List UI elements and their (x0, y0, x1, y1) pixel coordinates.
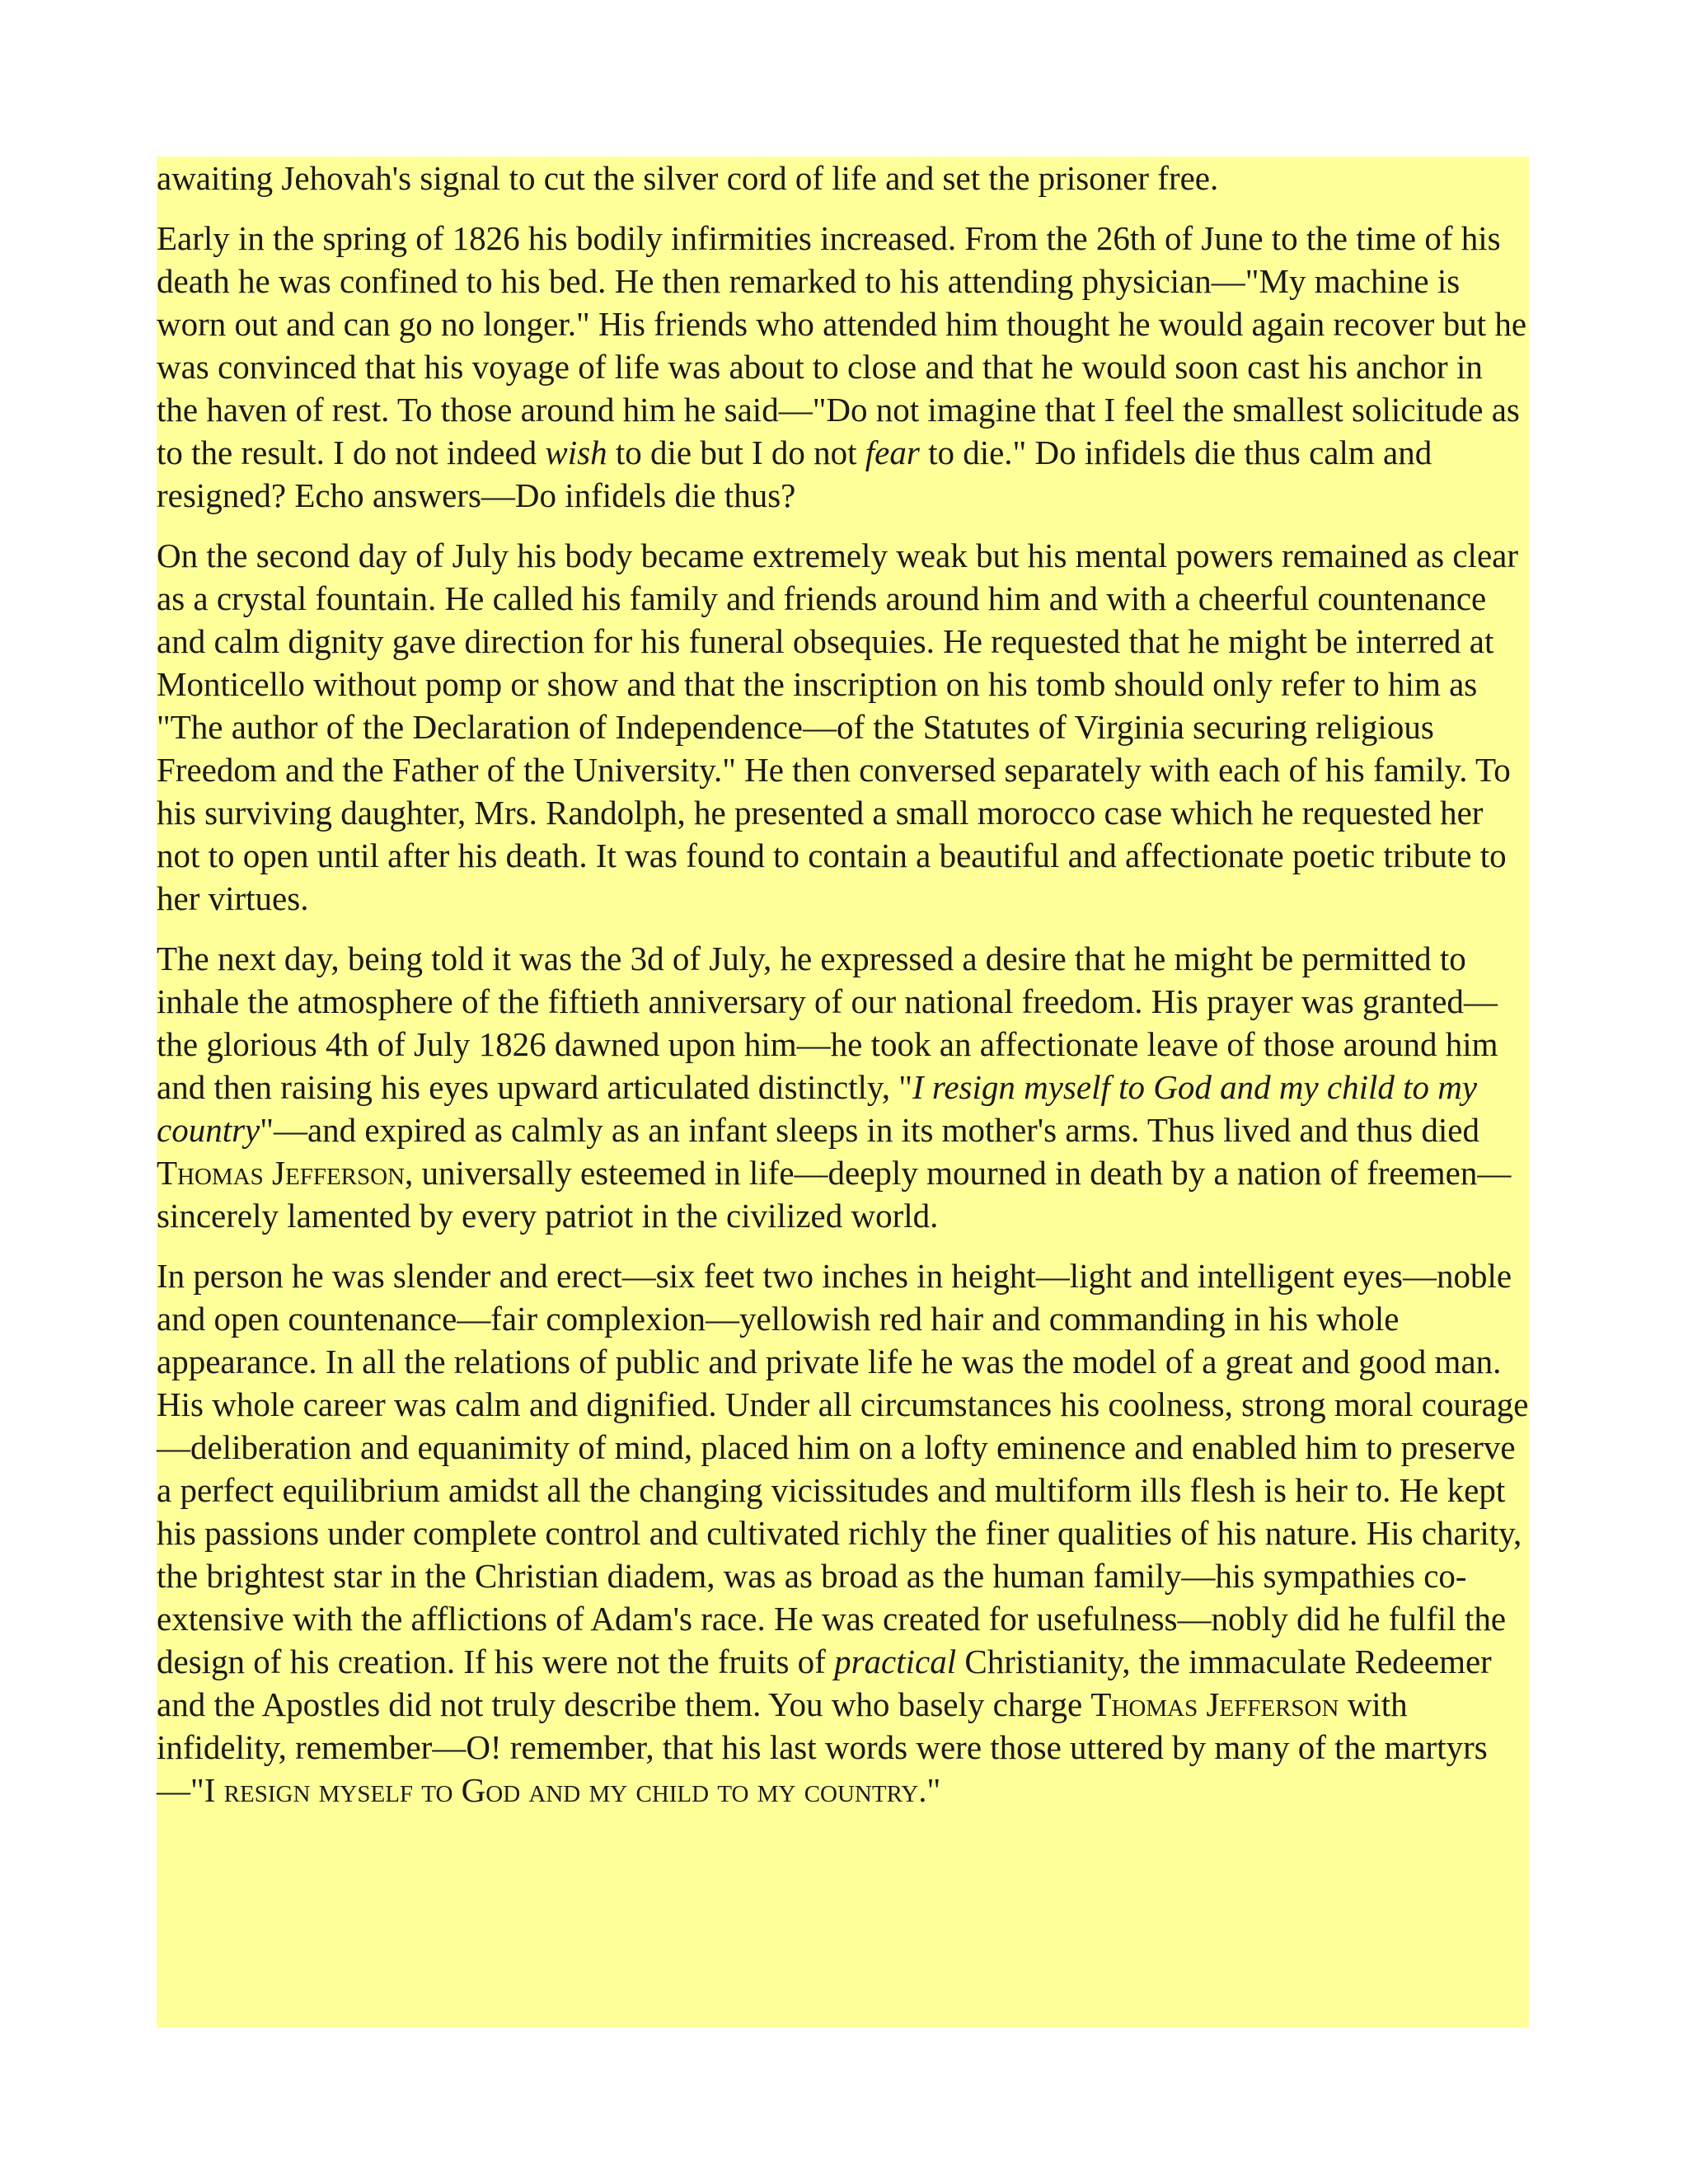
paragraph-5-text-c: with infidelity, remember—O! remember, that his last words were those uttered by many of the martyrs—" (157, 1685, 1488, 1809)
paragraph-5-text-d: ." (918, 1771, 941, 1809)
paragraph-2-text-b: to die but I do not (607, 434, 865, 471)
paragraph-1 (157, 157, 1529, 199)
highlighted-text-block (157, 157, 1529, 2027)
paragraph-3-text: On the second day of July his body became extremely weak but his mental powers remained as clear as a crystal fountain. He called his family and friends around him and with a cheerful countenance and calm dignity gave direction for his funeral obsequies. He requested that he might be interred at Monticello without pomp or show and that the inscription on his tomb should only refer to him as "The author of the Declaration of Independence—of the Statutes of Virginia securing religious Freedom and the Father of the University." He then conversed separately with each of his family. To his surviving daughter, Mrs. Randolph, he presented a small morocco case which he requested her not to open until after his death. It was found to contain a beautiful and affectionate poetic tribute to her virtues. (157, 537, 1518, 917)
italic-fear: fear (865, 434, 920, 471)
paragraph-5-text-b: Christianity, the immaculate Redeemer and the Apostles did not truly describe them. You who basely charge (157, 1643, 1492, 1723)
paragraph-2-text-c: to die." Do infidels die thus calm and resigned? Echo answers—Do infidels die thus? (157, 434, 1432, 514)
italic-wish: wish (545, 434, 607, 471)
italic-practical: practical (834, 1643, 957, 1680)
paragraph-1-text: awaiting Jehovah's signal to cut the silver cord of life and set the prisoner free. (157, 159, 1219, 197)
paragraph-5-text-a: In person he was slender and erect—six feet two inches in height—light and intelligent eyes—noble and open countenance—fair complexion—yellowish red hair and commanding in his whole appearance. In all the relations of public and private life he was the model of a great and good man. His whole career was calm and dignified. Under all circumstances his coolness, strong moral courage—deliberation and equanimity of mind, placed him on a lofty eminence and enabled him to preserve a perfect equilibrium amidst all the changing vicissitudes and multiform ills flesh is heir to. He kept his passions under complete control and cultivated richly the finer qualities of his nature. His charity, the brightest star in the Christian diadem, was as broad as the human family—his sympathies co-extensive with the afflictions of Adam's race. He was created for usefulness—nobly did he fulfil the design of his creation. If his were not the fruits of (157, 1257, 1529, 1680)
paragraph-2 (157, 217, 1529, 517)
paragraph-2-text-a: Early in the spring of 1826 his bodily infirmities increased. From the 26th of June to the time of his death he was confined to his bed. He then remarked to his attending physician—"My machine is worn out and can go no longer." His friends who attended him thought he would again recover but he was convinced that his voyage of life was about to close and that he would soon cast his anchor in the haven of rest. To those around him he said—"Do not imagine that I feel the smallest solicitude as to the result. I do not indeed (157, 219, 1527, 471)
paragraph-4-text-c: , universally esteemed in life—deeply mourned in death by a nation of freemen—sincerely lamented by every patriot in the civilized world. (157, 1154, 1512, 1235)
smallcaps-name: Thomas Jefferson (1090, 1685, 1339, 1723)
paragraph-4 (157, 937, 1529, 1237)
italic-last-words: I resign myself to God and my child to my country (157, 1068, 1478, 1149)
paragraph-5 (157, 1254, 1529, 1811)
paragraph-4-text-b: "—and expired as calmly as an infant sleeps in its mother's arms. Thus lived and thus died (260, 1111, 1479, 1149)
smallcaps-last-words: I resign myself to God and my child to my country (204, 1771, 919, 1809)
paragraph-3 (157, 534, 1529, 920)
smallcaps-name: Thomas Jefferson (157, 1154, 406, 1192)
paragraph-4-text-a: The next day, being told it was the 3d of July, he expressed a desire that he might be permitted to inhale the atmosphere of the fiftieth anniversary of our national freedom. His prayer was granted—the glorious 4th of July 1826 dawned upon him—he took an affectionate leave of those around him and then raising his eyes upward articulated distinctly, " (157, 940, 1498, 1106)
